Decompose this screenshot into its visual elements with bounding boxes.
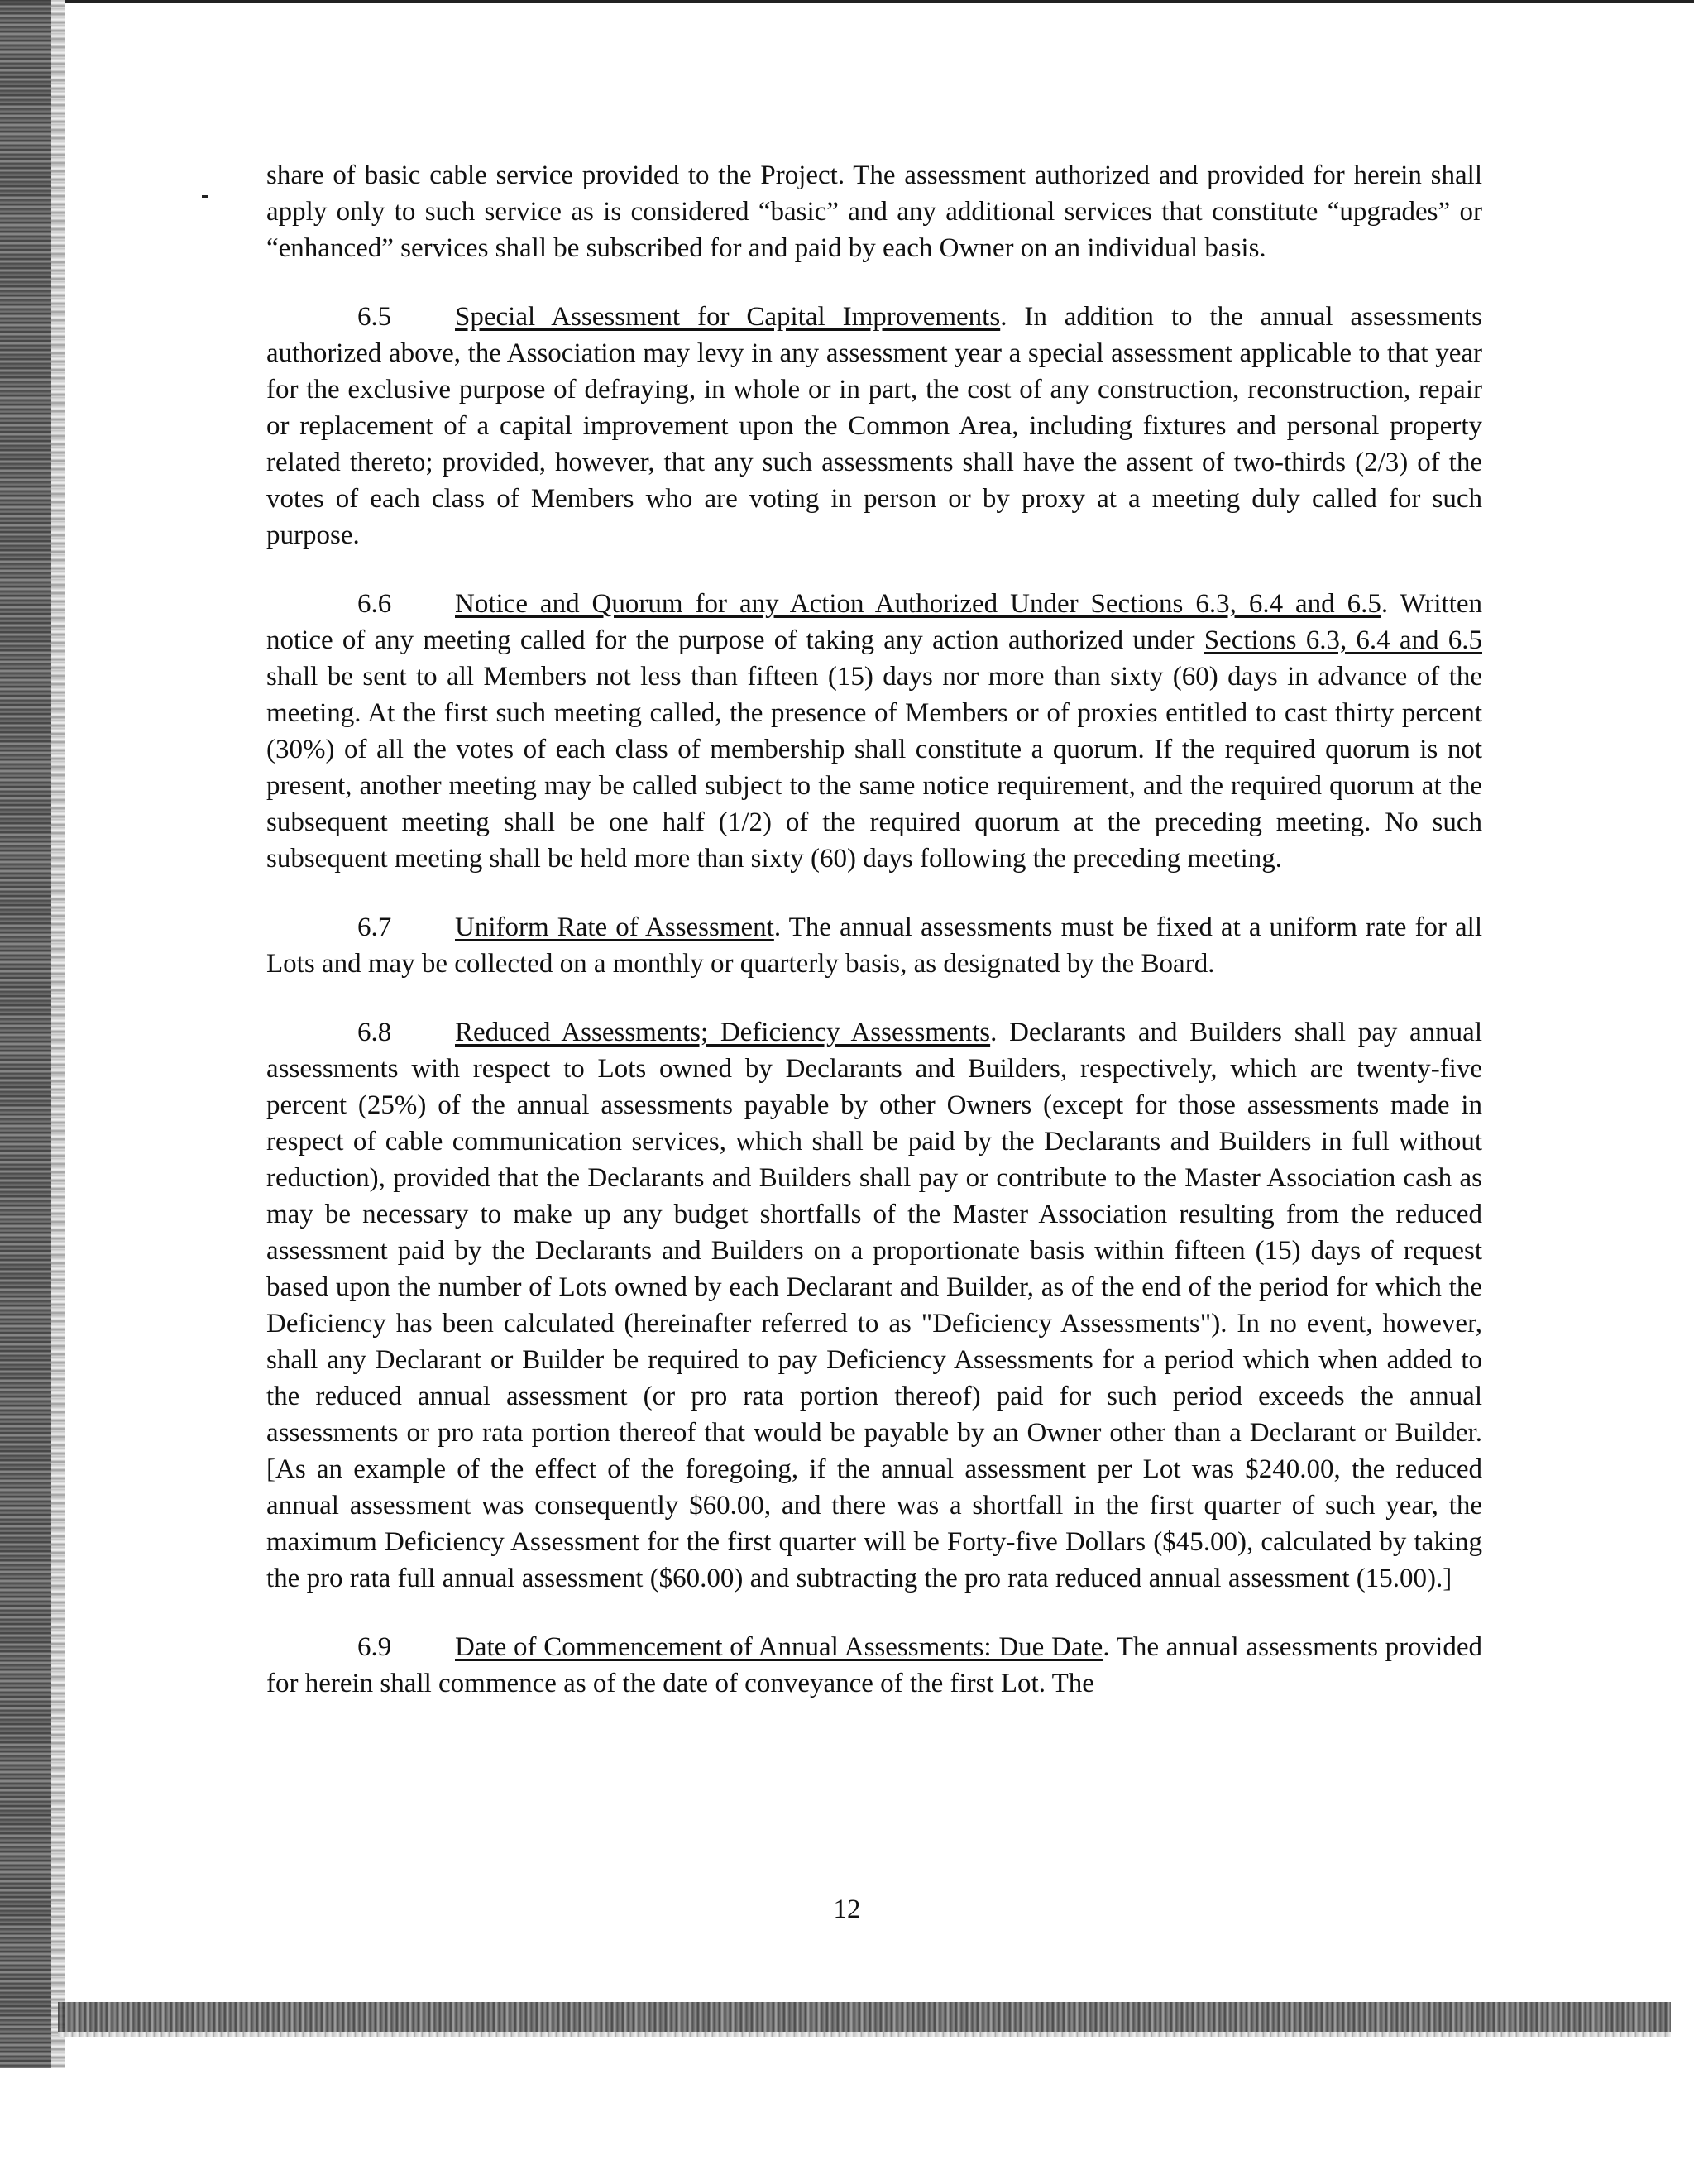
document-body xyxy=(266,157,1482,1734)
section-heading: Uniform Rate of Assessment xyxy=(455,912,774,942)
section-heading: Date of Commencement of Annual Assessments: Due Date xyxy=(455,1632,1103,1662)
section-number: 6.7 xyxy=(357,912,392,942)
section-body: . In addition to the annual assessments authorized above, the Association may levy in any assessment year a special assessment applicable to that year for the exclusive purpose of defraying, in whole or in part, the cost of any construction, reconstruction, repair or replacement of a capital improvement upon the Common Area, including fixtures and personal property related thereto; provided, however, that any such assessments shall have the assent of two-thirds (2/3) of the votes of each class of Members who are voting in person or by proxy at a meeting duly called for such purpose. xyxy=(266,302,1482,550)
intro-paragraph-text: share of basic cable service provided to the Project. The assessment authorized and provided for herein shall apply only to such service as is considered “basic” and any additional services that constitute “upgrades” or “enhanced” services shall be subscribed for and paid by each Owner on an individual basis. xyxy=(266,160,1482,263)
page-number: 12 xyxy=(833,1894,861,1924)
section-number: 6.9 xyxy=(357,1632,392,1662)
stray-mark xyxy=(202,195,208,198)
section-number: 6.5 xyxy=(357,302,392,332)
section-body: . The annual assessments must be fixed at a uniform rate for all Lots and may be collected on a monthly or quarterly basis, as designated by the Board. xyxy=(266,912,1483,979)
section-number: 6.6 xyxy=(357,589,392,619)
section-6-8 xyxy=(266,1014,1482,1597)
scan-bottom-edge xyxy=(58,2002,1671,2033)
section-6-6 xyxy=(266,586,1482,877)
scan-top-edge xyxy=(0,0,1694,3)
section-heading: Special Assessment for Capital Improvements xyxy=(455,302,1001,332)
section-6-9 xyxy=(266,1629,1482,1702)
scan-bottom-edge-highlight xyxy=(58,2032,1671,2037)
section-body: . Declarants and Builders shall pay annual assessments with respect to Lots owned by Declarants and Builders, respectively, which are twenty-five percent (25%) of the annual assessments payable by other Owners (except for those assessments made in respect of cable communication services, which shall be paid by the Declarants and Builders in full without reduction), provided that the Declarants and Builders shall pay or contribute to the Master Association cash as may be necessary to make up any budget shortfalls of the Master Association resulting from the reduced assessment paid by the Declarants and Builders on a proportionate basis within fifteen (15) days of request based upon the number of Lots owned by each Declarant and Builder, as of the end of the period for which the Deficiency has been calculated (hereinafter referred to as "Deficiency Assessments"). In no event, however, shall any Declarant or Builder be required to pay Deficiency Assessments for a period which when added to the reduced annual assessment (or pro rata portion thereof) paid for such period exceeds the annual assessments or pro rata portion thereof that would be payable by an Owner other than a Declarant or Builder. [As an example of the effect of the foregoing, if the annual assessment per Lot was $240.00, the reduced annual assessment was consequently $60.00, and there was a shortfall in the first quarter of such year, the maximum Deficiency Assessment for the first quarter will be Forty-five Dollars ($45.00), calculated by taking the pro rata full annual assessment ($60.00) and subtracting the pro rata reduced annual assessment (15.00).] xyxy=(266,1018,1483,1593)
intro-paragraph xyxy=(266,157,1482,266)
section-heading: Notice and Quorum for any Action Authorized Under Sections 6.3, 6.4 and 6.5 xyxy=(455,589,1381,619)
section-body: . Written notice of any meeting called for the purpose of taking any action authorized under xyxy=(266,589,1482,655)
section-6-5 xyxy=(266,299,1482,553)
section-body: . The annual assessments provided for herein shall commence as of the date of conveyance of the first Lot. The xyxy=(266,1632,1482,1698)
section-6-7 xyxy=(266,909,1482,982)
section-heading: Reduced Assessments; Deficiency Assessments xyxy=(455,1018,991,1047)
section-body-continued: shall be sent to all Members not less than fifteen (15) days nor more than sixty (60) days in advance of the meeting. At the first such meeting called, the presence of Members or of proxies entitled to cast thirty percent (30%) of all the votes of each class of membership shall constitute a quorum. If the required quorum is not present, another meeting may be called subject to the same notice requirement, and the required quorum at the subsequent meeting shall be one half (1/2) of the required quorum at the preceding meeting. No such subsequent meeting shall be held more than sixty (60) days following the preceding meeting. xyxy=(266,662,1482,874)
scan-left-edge-inner xyxy=(51,0,65,2068)
section-reference: Sections 6.3, 6.4 and 6.5 xyxy=(1204,625,1482,655)
section-number: 6.8 xyxy=(357,1018,392,1047)
